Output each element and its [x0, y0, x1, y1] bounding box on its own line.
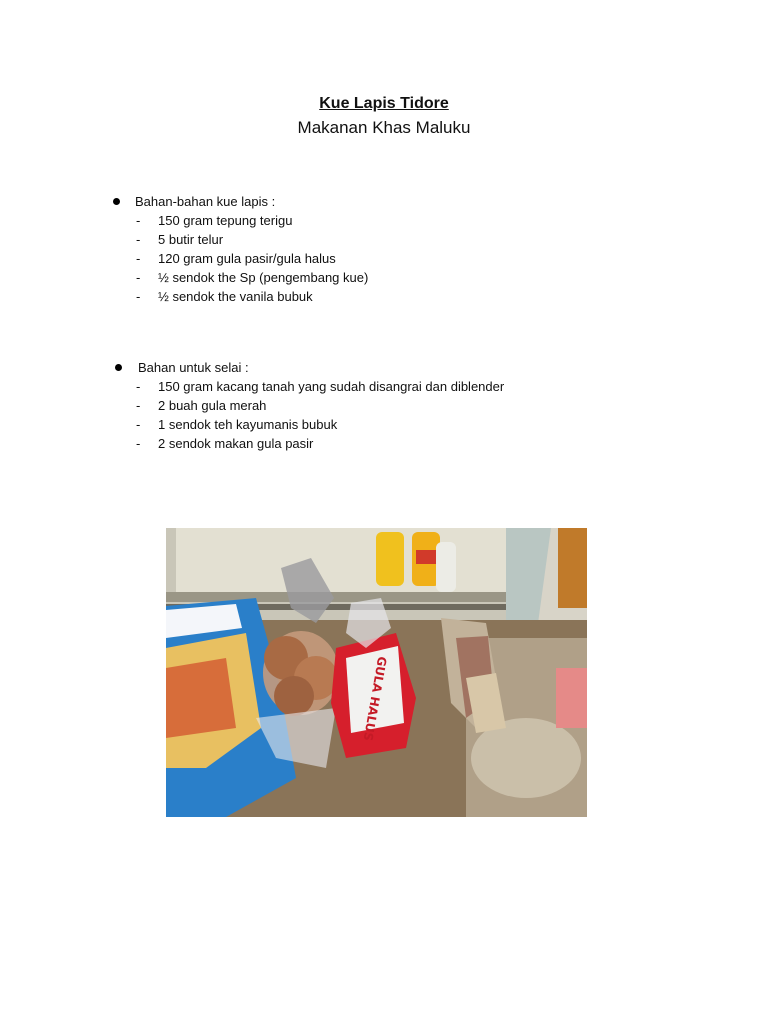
ingredients-photo	[166, 528, 587, 817]
dash-icon: -	[136, 436, 141, 451]
dash-icon: -	[136, 398, 141, 413]
dash-icon: -	[136, 213, 141, 228]
bullet-icon	[115, 364, 122, 371]
list-item-text: ½ sendok the Sp (pengembang kue)	[158, 270, 369, 285]
section-heading: Bahan-bahan kue lapis :	[135, 194, 276, 209]
list-item-text: 2 buah gula merah	[158, 398, 267, 413]
bottle-yellow	[376, 532, 404, 586]
bag-label: GULA HALUS	[360, 655, 390, 743]
list-item-text: 1 sendok teh kayumanis bubuk	[158, 417, 338, 432]
dash-icon: -	[136, 417, 141, 432]
list-item-text: 120 gram gula pasir/gula halus	[158, 251, 336, 266]
page-subtitle: Makanan Khas Maluku	[297, 118, 471, 137]
bottle-white	[436, 542, 456, 592]
list-item-text: 150 gram kacang tanah yang sudah disangrai dan diblender	[158, 379, 505, 394]
dash-icon: -	[136, 251, 141, 266]
dash-icon: -	[136, 232, 141, 247]
dash-icon: -	[136, 270, 141, 285]
dash-icon: -	[136, 289, 141, 304]
list-item-text: 150 gram tepung terigu	[158, 213, 293, 228]
page-title: Kue Lapis Tidore	[319, 95, 449, 112]
dash-icon: -	[136, 379, 141, 394]
list-item-text: ½ sendok the vanila bubuk	[158, 289, 313, 304]
list-item-text: 5 butir telur	[158, 232, 224, 247]
section-heading: Bahan untuk selai :	[138, 360, 249, 375]
bullet-icon	[113, 198, 120, 205]
list-item-text: 2 sendok makan gula pasir	[158, 436, 314, 451]
